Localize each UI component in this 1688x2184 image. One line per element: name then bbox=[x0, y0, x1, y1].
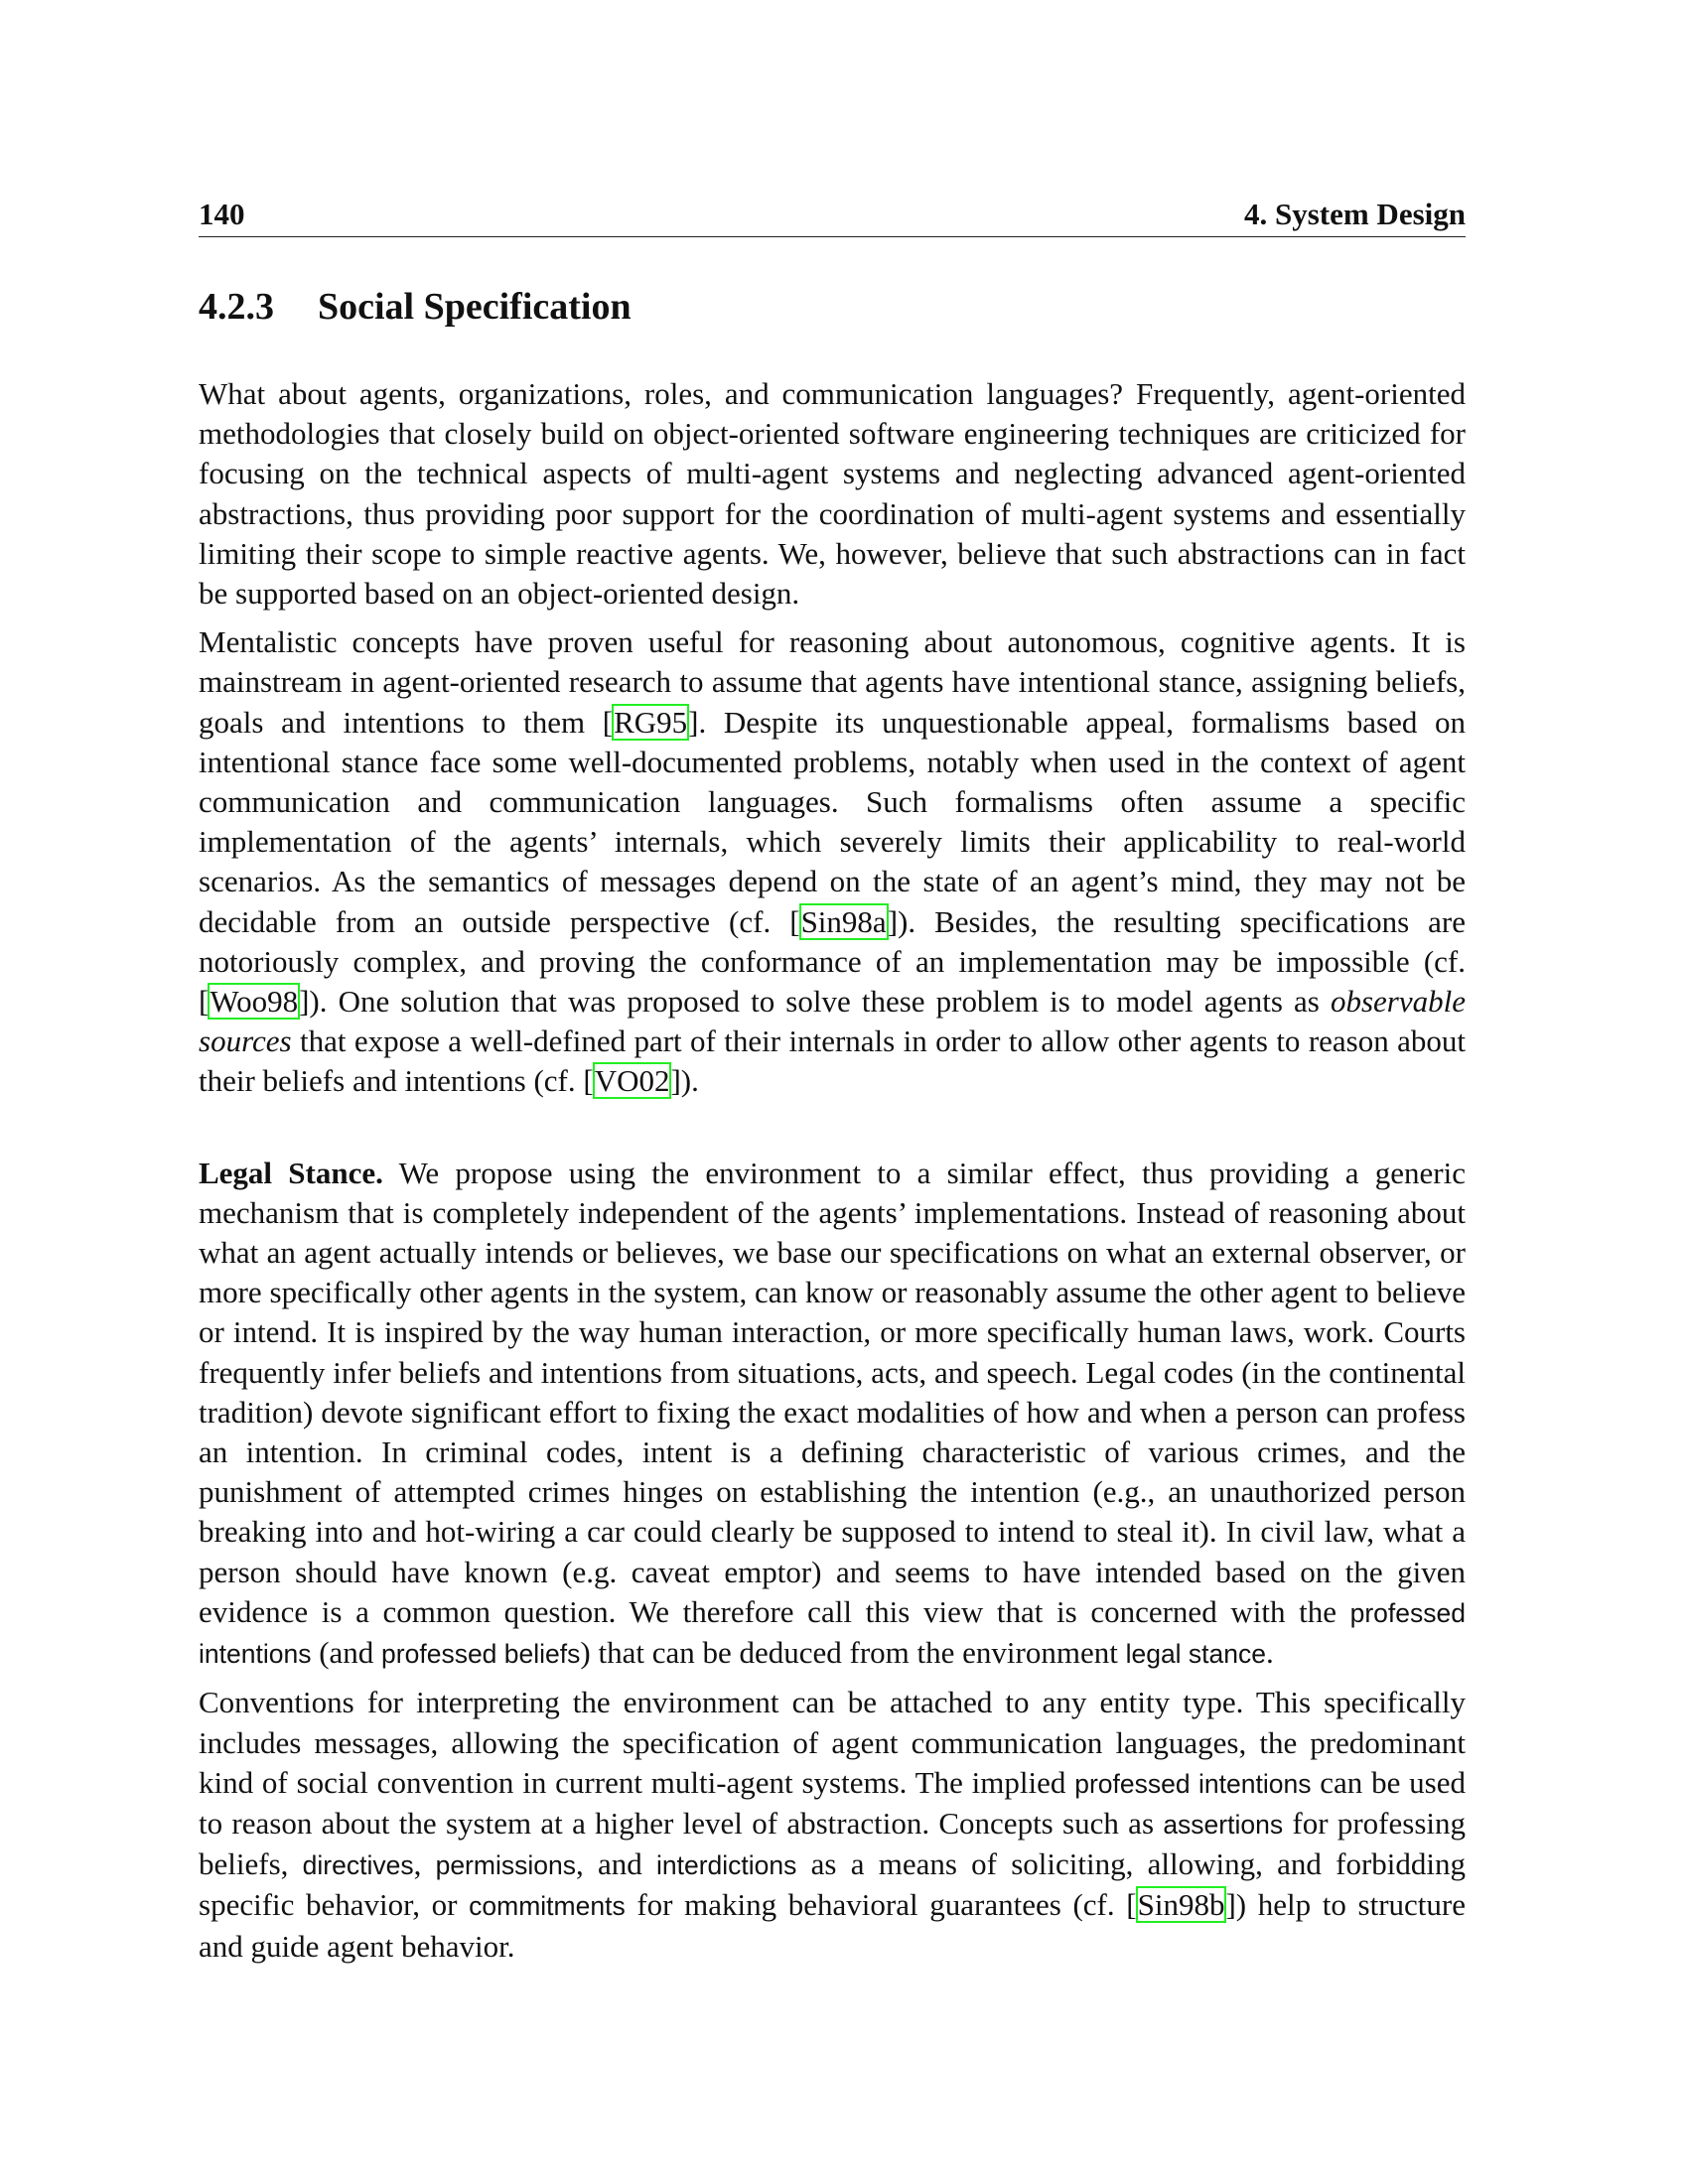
paragraph-legal-stance bbox=[199, 1154, 1466, 1675]
term-sans: professed intentions bbox=[1074, 1768, 1312, 1799]
paragraph-text: What about agents, organizations, roles, and communication languages? Frequently, agent-oriented methodologies that closely build on object-oriented software engineering techniques are criticized for focusing on the technical aspects of multi-agent systems and neglecting advanced agent-oriented abstractions, thus providing poor support for the coordination of multi-agent systems and essentially limiting their scope to simple reactive agents. We, however, believe that such abstractions can in fact be supported based on an object-oriented design. bbox=[199, 376, 1466, 612]
paragraph-text: as a means of soliciting, allowing, and forbidding specific behavior, or bbox=[199, 1846, 1466, 1923]
term-sans: commitments bbox=[469, 1891, 626, 1922]
paragraph-text: ]) help to structure and guide agent behavior. bbox=[199, 1887, 1466, 1964]
paragraph-intro bbox=[199, 374, 1466, 614]
citation-link[interactable]: Sin98b bbox=[1137, 1887, 1225, 1923]
citation-link[interactable]: Sin98a bbox=[800, 903, 887, 939]
section-title: Social Specification bbox=[318, 286, 632, 328]
chapter-title: 4. System Design bbox=[1243, 197, 1466, 231]
term-sans: professed beliefs bbox=[381, 1639, 581, 1670]
paragraph-text: ]). bbox=[670, 1063, 699, 1099]
term-sans: legal stance bbox=[1125, 1639, 1267, 1670]
running-head bbox=[199, 195, 1466, 237]
paragraph-text: Conventions for interpreting the environment can be attached to any entity type. This specifically includes messages, allowing the specification of agent communication languages, the predominant kind of social convention in current multi-agent systems. The implied bbox=[199, 1685, 1466, 1800]
paragraph-text: Mentalistic concepts have proven useful for reasoning about autonomous, cognitive agents. It is mainstream in agent-oriented research to assume that agents have intentional stance, assigning beliefs, goals and intentions to them [ bbox=[199, 624, 1466, 740]
paragraph-text: that expose a well-defined part of their internals in order to allow other agents to reason about their beliefs and intentions (cf. [ bbox=[199, 1024, 1466, 1099]
section-number: 4.2.3 bbox=[199, 286, 274, 328]
paragraph-conventions bbox=[199, 1683, 1466, 1966]
paragraph-text: , and bbox=[575, 1846, 656, 1882]
paragraph-text: ) that can be deduced from the environment bbox=[580, 1635, 1126, 1671]
paragraph-text: We propose using the environment to a similar effect, thus providing a generic mechanism that is completely independent of the agents’ implementations. Instead of reasoning about what an agent actually intends or believes, we base our specifications on what an external observer, or more specifically other agents in the system, can know or reasonably assume the other agent to believe or intend. It is inspired by the way human interaction, or more specifically human laws, work. Courts frequently infer beliefs and intentions from situations, acts, and speech. Legal codes (in the continental tradition) devote significant effort to fixing the exact modalities of how and when a person can profess an intention. In criminal codes, intent is a defining characteristic of various crimes, and the punishment of attempted crimes hinges on establishing the intention (e.g., an unauthorized person breaking into and hot-wiring a car could clearly be supposed to intend to steal it). In civil law, what a person should have known (e.g. caveat emptor) and seems to have intended based on the given evidence is a common question. We therefore call this view that is concerned with the bbox=[199, 1155, 1467, 1629]
paragraph-text: for making behavioral guarantees (cf. [ bbox=[625, 1887, 1137, 1923]
citation-link[interactable]: RG95 bbox=[614, 704, 688, 740]
paragraph-text: ]). Besides, the resulting specifications are notoriously complex, and proving the conformance of an implementation may be impossible (cf. [ bbox=[199, 903, 1466, 1020]
document-page bbox=[199, 195, 1466, 1967]
term-sans: permissions bbox=[435, 1850, 576, 1881]
term-sans: professed intentions bbox=[199, 1597, 1466, 1670]
paragraph-text: ]). One solution that was proposed to solve these problem is to model agents as bbox=[299, 984, 1331, 1020]
paragraph-text: ]. Despite its unquestionable appeal, formalisms based on intentional stance face some well-documented problems, notably when used in the context of agent communication and communication languages. Such formalisms often assume a specific implementation of the agents’ internals, which severely limits their applicability to real-world scenarios. As the semantics of messages depend on the state of an agent’s mind, they may not be decidable from an outside perspective (cf. [ bbox=[199, 704, 1467, 939]
term-sans: assertions bbox=[1163, 1809, 1284, 1840]
section-heading bbox=[199, 283, 1466, 331]
paragraph-mentalistic bbox=[199, 622, 1466, 1101]
paragraph-text: , bbox=[413, 1846, 436, 1882]
term-sans: interdictions bbox=[655, 1850, 797, 1881]
paragraph-text: (and bbox=[311, 1635, 382, 1671]
emphasis-term: observable sources bbox=[199, 984, 1466, 1059]
run-in-heading: Legal Stance. bbox=[199, 1155, 383, 1190]
term-sans: directives bbox=[302, 1850, 414, 1881]
page-number: 140 bbox=[199, 197, 245, 231]
paragraph-text: can be used to reason about the system at a higher level of abstraction. Concepts such as bbox=[199, 1764, 1466, 1841]
paragraph-text: for professing beliefs, bbox=[199, 1805, 1466, 1882]
citation-link[interactable]: Woo98 bbox=[210, 984, 299, 1020]
paragraph-gap bbox=[199, 1102, 1466, 1154]
paragraph-text: . bbox=[1266, 1635, 1274, 1671]
citation-link[interactable]: VO02 bbox=[594, 1063, 670, 1099]
